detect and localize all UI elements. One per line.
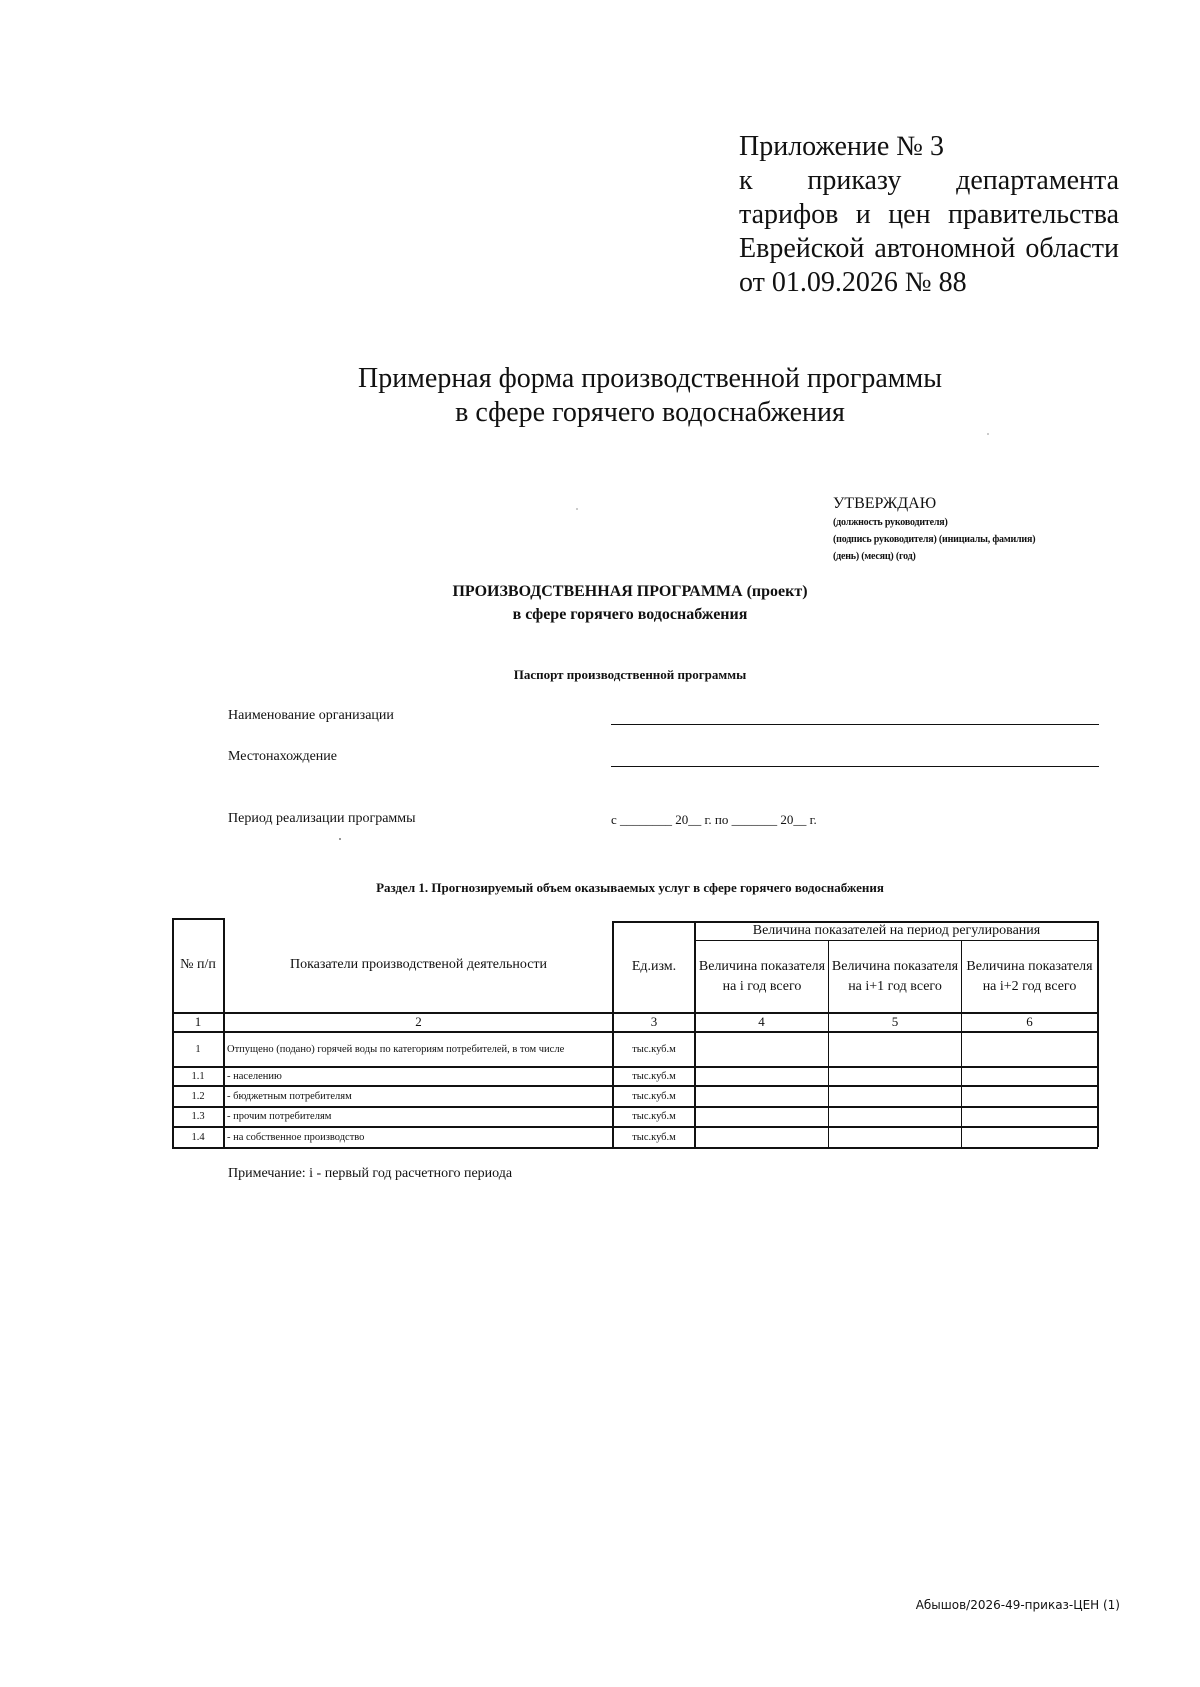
- col-number-6: 6: [1026, 1013, 1033, 1029]
- row-indicator: - населению: [227, 1070, 282, 1082]
- passport-title: Паспорт производственной программы: [513, 667, 747, 682]
- scan-speck: [987, 433, 989, 435]
- approval-date: (день) (месяц) (год): [833, 551, 916, 562]
- row-num: 1.1: [191, 1070, 205, 1082]
- col-header-year-i: Величина показателя на i год всего: [698, 958, 826, 994]
- col-header-indicator: Показатели производственой деятельности: [289, 957, 548, 972]
- approval-signature: (подпись руководителя) (инициалы, фамилия): [833, 534, 1036, 545]
- row-unit: тыс.куб.м: [632, 1043, 676, 1055]
- org-name-label: Наименование организации: [228, 708, 394, 723]
- row-unit: тыс.куб.м: [632, 1111, 676, 1122]
- col-number-1: 1: [194, 1013, 202, 1029]
- appendix-date: от 01.09.2026 № 88: [739, 267, 967, 298]
- form-title-line-1: Примерная форма производственной программы: [357, 363, 943, 394]
- row-unit: тыс.куб.м: [632, 1131, 676, 1143]
- approval-heading: УТВЕРЖДАЮ: [833, 495, 937, 512]
- appendix-to-order: к приказу департамента: [739, 165, 1119, 196]
- row-unit: тыс.куб.м: [632, 1090, 676, 1102]
- col-number-4: 4: [758, 1013, 765, 1029]
- table-note: Примечание: i - первый год расчетного периода: [228, 1166, 513, 1181]
- col-header-year-i-plus-1: Величина показателя на i+1 год всего: [831, 958, 959, 994]
- form-title-line-2: в сфере горячего водоснабжения: [455, 397, 845, 428]
- appendix-number: Приложение № 3: [739, 131, 944, 162]
- row-num: 1.4: [191, 1131, 205, 1143]
- appendix-department: тарифов и цен правительства: [739, 199, 1119, 230]
- col-group-header: Величина показателей на период регулирования: [752, 922, 1041, 938]
- approval-position: (должность руководителя): [833, 517, 948, 528]
- col-number-5: 5: [891, 1013, 899, 1029]
- col-header-year-i-plus-2: Величина показателя на i+2 год всего: [966, 958, 1093, 994]
- program-title-line-2: в сфере горячего водоснабжения: [512, 606, 748, 623]
- location-label: Местонахождение: [228, 749, 338, 764]
- row-indicator: - на собственное производство: [227, 1131, 365, 1143]
- row-unit: тыс.куб.м: [632, 1070, 676, 1082]
- period-value: с ________ 20__ г. по _______ 20__ г.: [611, 812, 817, 827]
- scan-speck: [576, 508, 578, 510]
- document-id: Абышов/2026-49-приказ-ЦЕН (1): [915, 1598, 1120, 1612]
- period-label: Период реализации программы: [228, 811, 416, 826]
- row-num: 1.2: [191, 1090, 205, 1102]
- col-number-2: 2: [415, 1013, 422, 1029]
- appendix-region: Еврейской автономной области: [739, 233, 1119, 264]
- col-header-num: № п/п: [180, 957, 216, 972]
- section-1-title: Раздел 1. Прогнозируемый объем оказываемых услуг в сфере горячего водоснабжения: [376, 880, 884, 895]
- row-num: 1: [195, 1043, 201, 1055]
- col-header-unit: Ед.изм.: [631, 958, 677, 974]
- scan-speck: [339, 838, 341, 840]
- row-num: 1.3: [191, 1111, 205, 1122]
- program-title-line-1: ПРОИЗВОДСТВЕННАЯ ПРОГРАММА (проект): [452, 583, 808, 600]
- row-indicator: - прочим потребителям: [227, 1111, 332, 1122]
- row-indicator: - бюджетным потребителям: [227, 1090, 352, 1102]
- row-indicator: Отпущено (подано) горячей воды по категориям потребителей, в том числе: [227, 1043, 565, 1055]
- col-number-3: 3: [650, 1013, 658, 1029]
